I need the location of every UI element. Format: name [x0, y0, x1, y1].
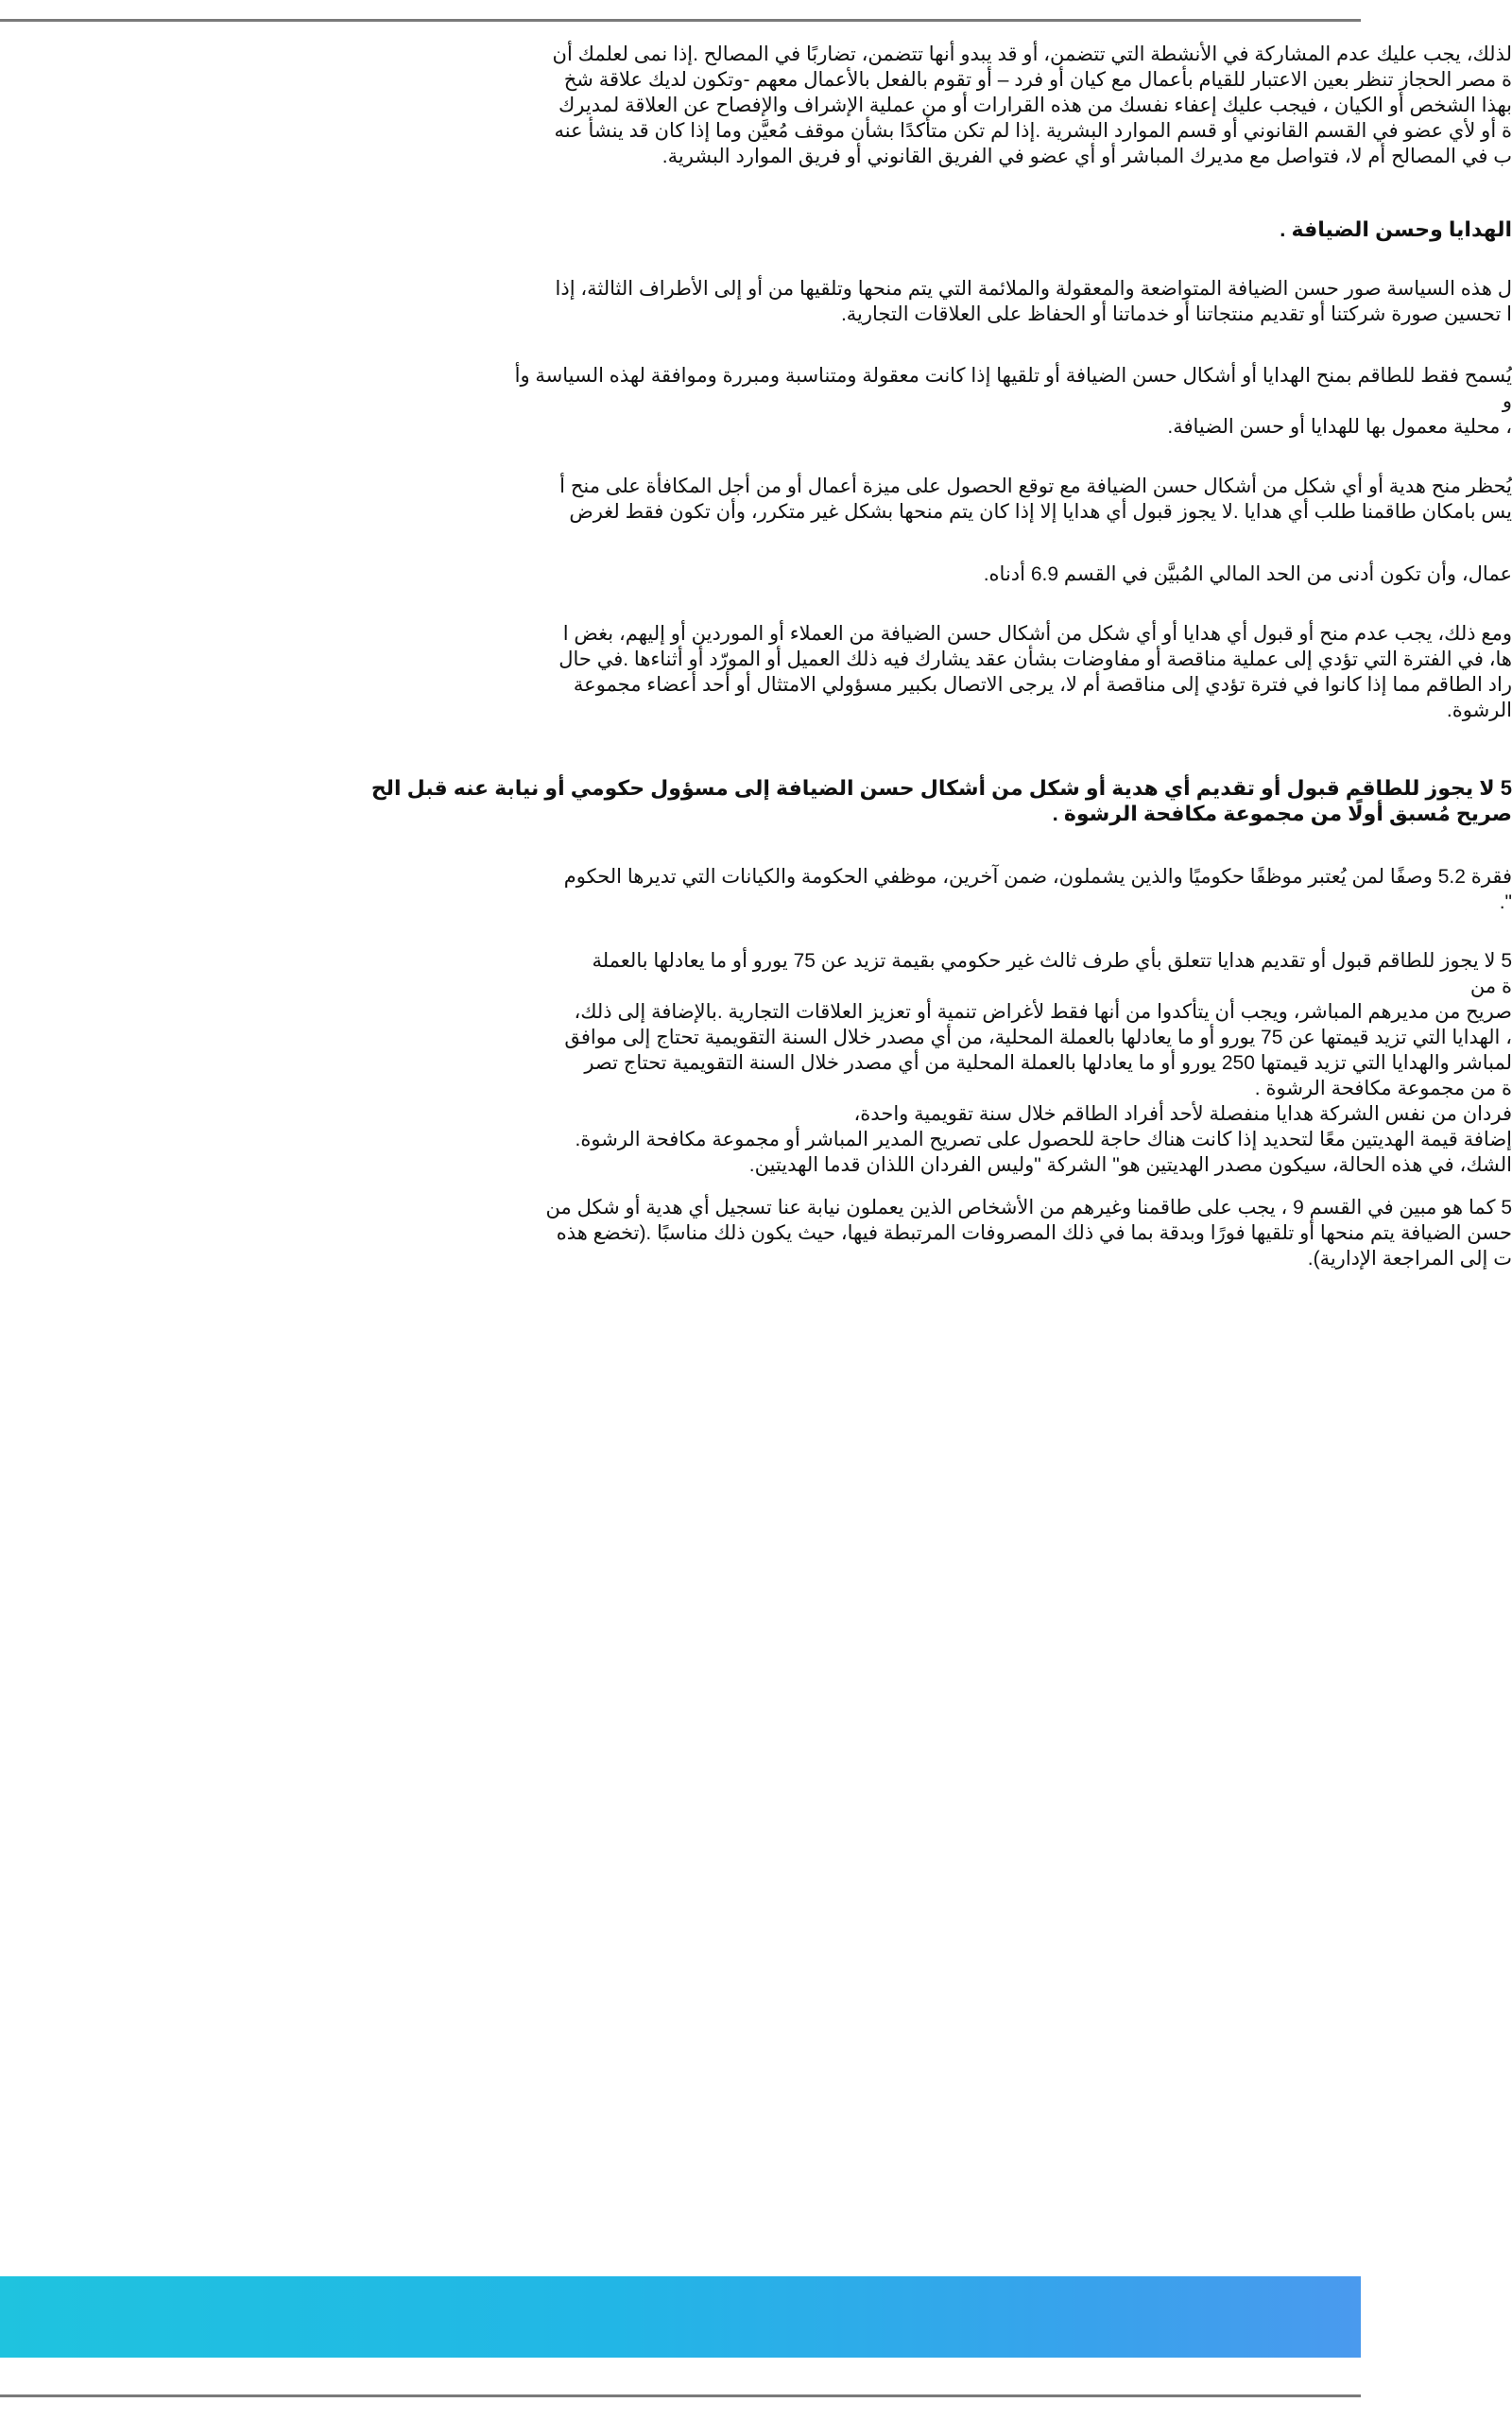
top-rule [0, 19, 1361, 22]
text-line: بهذا الشخص أو الكيان ، فيجب عليك إعفاء نفسك من هذه القرارات أو من عملية الإشراف والإفصاح عن العلاقة لمديرك [558, 95, 1512, 116]
text-line: ة من [1469, 976, 1512, 997]
thirdparty-paragraph [57, 948, 1512, 1178]
text-line: ومع ذلك، يجب عدم منح أو قبول أي هدايا أو أي شكل من أشكال حسن الضيافة من العملاء أو الموردين أو إليهم، بغض ا [562, 623, 1512, 645]
text-line: إضافة قيمة الهديتين معًا لتحديد إذا كانت هناك حاجة للحصول على تصريح المدير المباشر أو مجموعة مكافحة الرشوة. [575, 1129, 1512, 1150]
text-line: لمباشر والهدايا التي تزيد قيمتها 250 يورو أو ما يعادلها بالعملة المحلية من أي مصدر خلال السنة التقويمية تحتاج تصر [584, 1052, 1512, 1074]
text-line: ت إلى المراجعة الإدارية). [1307, 1248, 1512, 1270]
text-line: ا تحسين صورة شركتنا أو تقديم منتجاتنا أو خدماتنا أو الحفاظ على العلاقات التجارية. [840, 303, 1512, 325]
text-line: ة أو لأي عضو في القسم القانوني أو قسم الموارد البشرية .إذا لم تكن متأكدًا بشأن موقف مُعيَّن وما إذا كان قد ينشأ عنه [554, 120, 1512, 142]
allowed-paragraph [57, 363, 1512, 440]
text-line: عمال، وأن تكون أدنى من الحد المالي المُبيَّن في القسم 6.9 أدناه. [983, 563, 1512, 585]
text-line: يُحظر منح هدية أو أي شكل من أشكال حسن الضيافة مع توقع الحصول على ميزة أعمال أو من أجل المكافأة على منح أ [559, 475, 1512, 497]
conflict-paragraph [57, 42, 1512, 169]
text-line: صريح من مديرهم المباشر، ويجب أن يتأكدوا من أنها فقط لأغراض تنمية أو تعزيز العلاقات التجارية .بالإضافة إلى ذلك، [574, 1001, 1512, 1023]
definition-paragraph [57, 864, 1512, 915]
tender-paragraph [57, 621, 1512, 723]
prohibited-paragraph [57, 474, 1512, 525]
text-line: ب في المصالح أم لا، فتواصل مع مديرك المباشر أو أي عضو في الفريق القانوني أو فريق الموارد البشرية. [662, 146, 1512, 167]
text-line: ة مصر الحجاز تنظر بعين الاعتبار للقيام بأعمال مع كيان أو فرد – أو تقوم بالفعل بالأعمال معهم -وتكون لديك علاقة شخ [563, 69, 1512, 91]
bottom-rule [0, 2394, 1361, 2397]
text-line: راد الطاقم مما إذا كانوا في فترة تؤدي إلى مناقصة أم لا، يرجى الاتصال بكبير مسؤولي الامتثال أو أحد أعضاء مجموعة [573, 674, 1512, 696]
text-line: فقرة 5.2 وصفًا لمن يُعتبر موظفًا حكوميًا والذين يشملون، ضمن آخرين، موظفي الحكومة والكيانات التي تديرها الحكوم [563, 866, 1512, 888]
document-body [0, 42, 1512, 2254]
text-line: لذلك، يجب عليك عدم المشاركة في الأنشطة التي تتضمن، أو قد يبدو أنها تتضمن، تضاربًا في المصالح .إذا نمى لعلمك أن [552, 43, 1512, 65]
gifts-heading [57, 216, 1512, 242]
text-line: ، الهدايا التي تزيد قيمتها عن 75 يورو أو ما يعادلها بالعملة المحلية، من أي مصدر خلال السنة التقويمية تحتاج إلى موافق [564, 1027, 1512, 1048]
text-line: ها، في الفترة التي تؤدي إلى عملية مناقصة أو مفاوضات بشأن عقد يشارك فيه ذلك العميل أو المورّد أو أثناءها .في حال [558, 648, 1512, 670]
register-paragraph [57, 1195, 1512, 1271]
text-line: الشك، في هذه الحالة، سيكون مصدر الهديتين هو" الشركة "وليس الفردان اللذان قدما الهديتين. [748, 1154, 1512, 1176]
text-line: ة من مجموعة مكافحة الرشوة . [1254, 1078, 1512, 1099]
section-heading-line: صريح مُسبق أولًا من مجموعة مكافحة الرشوة . [1052, 802, 1512, 825]
text-line: 5 كما هو مبين في القسم 9 ، يجب على طاقمنا وغيرهم من الأشخاص الذين يعملون نيابة عنا تسجيل أي هدية أو شكل من [545, 1197, 1512, 1219]
threshold-line [57, 562, 1512, 587]
section-heading: الهدايا وحسن الضيافة . [1280, 217, 1512, 241]
government-heading [57, 775, 1512, 826]
text-line: يُسمح فقط للطاقم بمنح الهدايا أو أشكال حسن الضيافة أو تلقيها إذا كانت معقولة ومتناسبة ومبررة وموافقة لهذه السياسة وأ [514, 365, 1512, 387]
text-line: و [1502, 390, 1512, 412]
intro-paragraph [57, 276, 1512, 327]
footer-color-band [0, 2276, 1361, 2358]
text-line: 5 لا يجوز للطاقم قبول أو تقديم هدايا تتعلق بأي طرف ثالث غير حكومي بقيمة تزيد عن 75 يورو أو ما يعادلها بالعملة [592, 950, 1512, 972]
section-heading-line: 5 لا يجوز للطاقم قبول أو تقديم أي هدية أو شكل من أشكال حسن الضيافة إلى مسؤول حكومي أو نيابة عنه قبل الح [370, 776, 1512, 800]
text-line: ". [1499, 891, 1512, 913]
text-line: يس بامكان طاقمنا طلب أي هدايا .لا يجوز قبول أي هدايا إلا إذا كان يتم منحها بشكل غير متكرر، وأن تكون فقط لغرض [569, 501, 1512, 523]
text-line: الرشوة. [1446, 700, 1512, 721]
text-line: ، محلية معمول بها للهدايا أو حسن الضيافة. [1167, 416, 1512, 438]
text-line: فردان من نفس الشركة هدايا منفصلة لأحد أفراد الطاقم خلال سنة تقويمية واحدة، [853, 1103, 1512, 1125]
text-line: ل هذه السياسة صور حسن الضيافة المتواضعة والمعقولة والملائمة التي يتم منحها وتلقيها من أو إلى الأطراف الثالثة، إذا [555, 278, 1512, 300]
text-line: حسن الضيافة يتم منحها أو تلقيها فورًا وبدقة بما في ذلك المصروفات المرتبطة فيها، حيث يكون ذلك مناسبًا .(تخضع هذه [556, 1222, 1512, 1244]
